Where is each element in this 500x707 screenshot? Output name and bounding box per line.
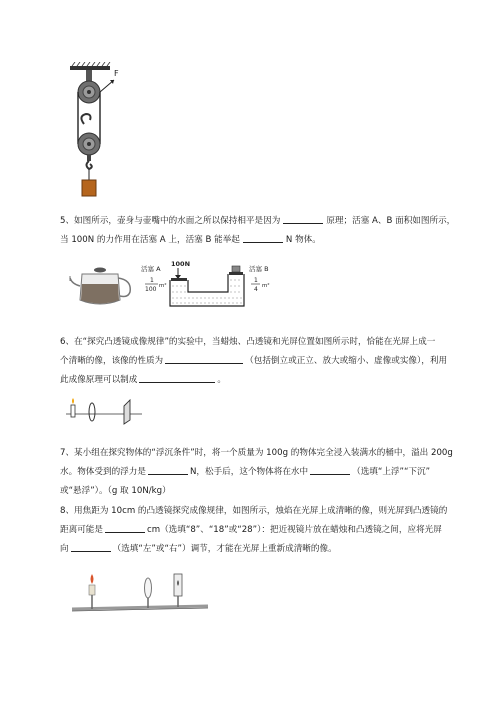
screen-icon (174, 574, 182, 607)
q6-blank-device[interactable] (139, 372, 215, 383)
q5-line-2 (60, 231, 460, 250)
q5-text: N 物体。 (285, 235, 321, 245)
q7-text: （选填“上浮”“下沉” (352, 467, 431, 477)
q8-blank-distance[interactable] (105, 522, 145, 533)
q7-line-3: 或“悬浮”）。（g 取 10N/kg） (60, 486, 171, 496)
q8-line-2 (60, 521, 460, 540)
q8-text: （选填“左”或“右”）调节，才能在光屏上重新成清晰的像。 (112, 544, 337, 554)
area-a-numerator: 1 (150, 277, 154, 284)
convex-lens-icon (89, 403, 95, 421)
q6-blank-image-property[interactable] (165, 353, 243, 364)
q6-text: （包括倒立或正立、放大或缩小、虚像或实像），利用 (245, 356, 448, 366)
q5-line-1 (60, 212, 460, 231)
q7-text: N，松手后，这个物体将在水中 (189, 467, 309, 477)
q8-text: 向 (60, 544, 69, 554)
area-b-denominator: 4 (254, 286, 258, 293)
q7-line-1: 7、某小组在探究物体的“浮沉条件”时，将一个质量为 100g 的物体完全浸入装满水的桶中，溢出 200g (60, 448, 453, 458)
q8-line-1: 8、用焦距为 10cm 的凸透镜探究成像规律，如图所示，烛焰在光屏上成清晰的像，则光屏到凸透镜的 (60, 506, 448, 516)
q6-line-2 (60, 352, 460, 371)
q6-text: 。 (217, 375, 226, 385)
q6-line-3 (60, 371, 460, 390)
candle-icon (71, 398, 75, 417)
area-b-numerator: 1 (254, 277, 258, 284)
piston-b-label: 活塞 B (249, 265, 269, 273)
q5-blank-principle[interactable] (283, 213, 323, 224)
lens-bench-figure (64, 396, 144, 426)
q7-blank-state[interactable] (310, 464, 350, 475)
question-5 (60, 212, 460, 250)
q8-text: 距离可能是 (60, 525, 103, 535)
convex-lens-icon (145, 578, 152, 608)
q5-text: 原理；活塞 A、B 面积如图所示， (326, 216, 456, 226)
piston-a-label: 活塞 A (141, 265, 161, 273)
q7-text: 水。物体受到的浮力是 (60, 467, 146, 477)
teapot-hydraulic-figure (68, 258, 278, 310)
q6-text: 此成像原理可以制成 (60, 375, 138, 385)
q5-text: 当 100N 的力作用在活塞 A 上，活塞 B 能举起 (60, 235, 240, 245)
question-6 (60, 333, 460, 390)
area-b-unit: m² (262, 283, 270, 289)
question-8 (60, 502, 460, 559)
q8-line-3 (60, 540, 460, 559)
q7-blank-buoyancy[interactable] (148, 464, 188, 475)
q8-blank-direction[interactable] (71, 541, 111, 552)
teapot-drawing (70, 268, 130, 305)
hydraulic-container (170, 266, 244, 306)
force-100n-label: 100N (171, 260, 191, 268)
optical-bench-figure (70, 566, 210, 616)
candle-icon (89, 574, 95, 609)
q6-text: 个清晰的像，该像的性质为 (60, 356, 164, 366)
q7-line-2 (60, 463, 460, 482)
q6-line-1: 6、在“探究凸透镜成像规律”的实验中，当蜡烛、凸透镜和光屏位置如图所示时，恰能在光屏上成一 (60, 337, 436, 347)
q8-text: cm（选填“8”、“18”或“28”）：把近视镜片放在蜡烛和凸透镜之间，应将光屏 (146, 525, 442, 535)
area-a-denominator: 100 (145, 286, 157, 293)
screen-icon (124, 400, 130, 424)
q5-blank-weight[interactable] (243, 232, 283, 243)
force-label: F (114, 69, 119, 78)
q5-text: 5、如图所示，壶身与壶嘴中的水面之所以保持相平是因为 (60, 216, 281, 226)
question-7 (60, 444, 460, 501)
area-a-unit: m² (159, 283, 167, 289)
pulley-system-figure (62, 62, 122, 202)
